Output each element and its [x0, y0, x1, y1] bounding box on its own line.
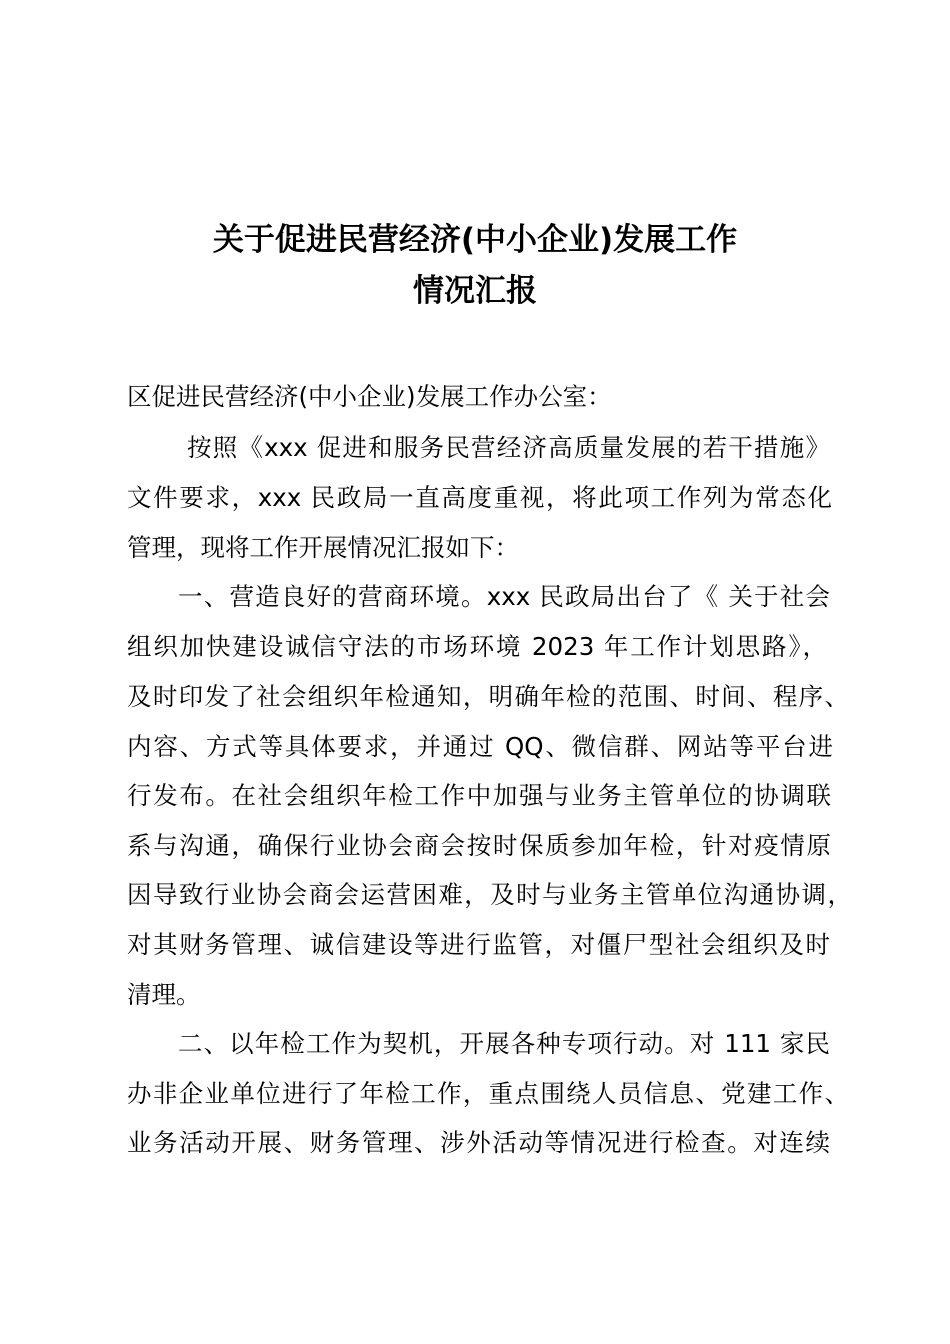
paragraph-line: 一、营造良好的营商环境。xxx 民政局出台了《 关于社会	[178, 582, 830, 611]
paragraph-line: 组织加快建设诚信守法的市场环境 2023 年工作计划思路》，	[127, 632, 827, 661]
paragraph-line: 二、以年检工作为契机，开展各种专项行动。对 111 家民	[178, 1029, 830, 1058]
paragraph-line: 行发布。在社会组织年检工作中加强与业务主管单位的协调联	[127, 781, 831, 810]
paragraph-line: 按照《xxx 促进和服务民营经济高质量发展的若干措施》	[187, 433, 830, 462]
paragraph-line: 系与沟通，确保行业协会商会按时保质参加年检，针对疫情原	[127, 831, 831, 860]
document-title-line-1: 关于促进民营经济(中小企业)发展工作	[212, 222, 738, 258]
paragraph-line: 文件要求，xxx 民政局一直高度重视，将此项工作列为常态化	[127, 483, 832, 512]
paragraph-line: 清理。	[127, 980, 201, 1009]
paragraph-line: 管理，现将工作开展情况汇报如下：	[127, 533, 519, 562]
paragraph-line: 办非企业单位进行了年检工作，重点围绕人员信息、党建工作、	[127, 1079, 849, 1108]
paragraph-line: 及时印发了社会组织年检通知，明确年检的范围、时间、程序、	[127, 682, 849, 711]
salutation: 区促进民营经济(中小企业)发展工作办公室：	[127, 382, 612, 411]
paragraph-line: 业务活动开展、财务管理、涉外活动等情况进行检查。对连续	[127, 1128, 830, 1157]
paragraph-line: 对其财务管理、诚信建设等进行监管，对僵尸型社会组织及时	[127, 930, 830, 959]
paragraph-line: 内容、方式等具体要求，并通过 QQ、微信群、网站等平台进	[127, 732, 833, 761]
document-title-line-2: 情况汇报	[413, 273, 537, 309]
paragraph-line: 因导致行业协会商会运营困难，及时与业务主管单位沟通协调，	[127, 880, 852, 909]
